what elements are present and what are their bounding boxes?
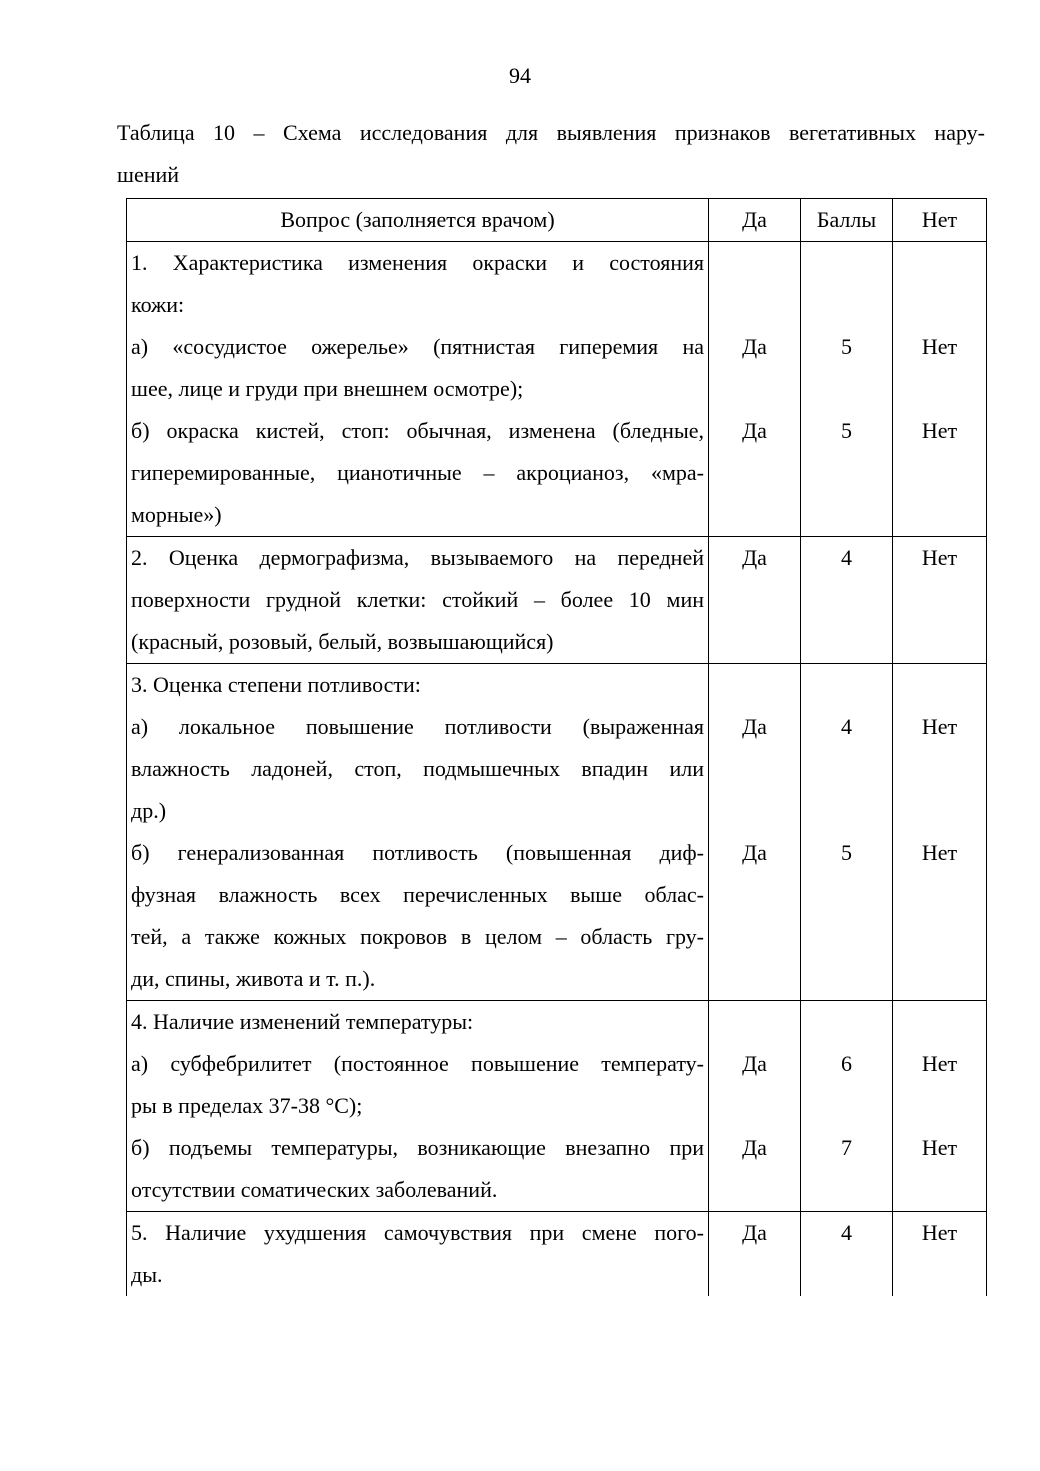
empty-line <box>893 1085 986 1127</box>
empty-line <box>893 916 986 958</box>
points-value: 4 <box>841 1220 852 1245</box>
empty-line <box>709 621 800 663</box>
question-line: а) «сосудистое ожерелье» (пятнистая гиперемия на <box>131 334 704 359</box>
question-line: а) субфебрилитет (постоянное повышение температу- <box>131 1051 704 1076</box>
question-cell <box>127 664 709 1001</box>
empty-line <box>709 1085 800 1127</box>
no-value: Нет <box>921 1051 958 1076</box>
points-cell <box>801 1001 893 1212</box>
empty-line <box>709 1254 800 1296</box>
yes-value: Да <box>742 1135 767 1160</box>
table-header-row <box>127 199 987 242</box>
empty-line <box>801 1254 892 1296</box>
empty-line <box>801 958 892 1000</box>
no-cell <box>893 1212 987 1297</box>
table-caption <box>117 112 985 196</box>
empty-line <box>893 790 986 832</box>
empty-line <box>801 1169 892 1211</box>
points-cell <box>801 242 893 537</box>
vegetative-disorders-table <box>126 198 987 1296</box>
table-body <box>127 242 987 1297</box>
page-number: 94 <box>509 63 531 88</box>
empty-line <box>893 1254 986 1296</box>
question-cell <box>127 1001 709 1212</box>
question-line: шее, лице и груди при внешнем осмотре); <box>131 376 524 401</box>
no-value: Нет <box>921 1220 958 1245</box>
question-line: б) генерализованная потливость (повышенная диф- <box>131 840 704 865</box>
points-value: 5 <box>841 840 852 865</box>
points-value: 6 <box>841 1051 852 1076</box>
question-line: 5. Наличие ухудшения самочувствия при смене пого- <box>131 1220 704 1245</box>
no-value: Нет <box>921 545 958 570</box>
question-cell <box>127 242 709 537</box>
empty-line <box>801 916 892 958</box>
yes-value: Да <box>742 1220 767 1245</box>
points-value: 7 <box>841 1135 852 1160</box>
question-line: 1. Характеристика изменения окраски и состояния <box>131 250 704 275</box>
empty-line <box>893 284 986 326</box>
yes-value: Да <box>742 418 767 443</box>
question-line: б) подъемы температуры, возникающие внезапно при <box>131 1135 704 1160</box>
header-yes: Да <box>709 199 801 242</box>
question-line: поверхности грудной клетки: стойкий – более 10 мин <box>131 587 704 612</box>
points-value: 4 <box>841 545 852 570</box>
question-line: а) локальное повышение потливости (выраженная <box>131 714 704 739</box>
table-row <box>127 664 987 1001</box>
yes-value: Да <box>742 545 767 570</box>
points-value: 5 <box>841 418 852 443</box>
no-cell <box>893 664 987 1001</box>
points-cell <box>801 664 893 1001</box>
question-line: ры в пределах 37-38 °С); <box>131 1093 363 1118</box>
question-line: 2. Оценка дермографизма, вызываемого на передней <box>131 545 704 570</box>
points-value: 5 <box>841 334 852 359</box>
empty-line <box>709 579 800 621</box>
empty-line <box>709 748 800 790</box>
yes-value: Да <box>742 334 767 359</box>
question-line: морные») <box>131 502 222 527</box>
empty-line <box>709 1001 800 1043</box>
yes-cell <box>709 1001 801 1212</box>
no-value: Нет <box>921 714 958 739</box>
empty-line <box>801 748 892 790</box>
yes-cell <box>709 537 801 664</box>
empty-line <box>893 1001 986 1043</box>
question-line: тей, а также кожных покровов в целом – область гру- <box>131 924 704 949</box>
header-question: Вопрос (заполняется врачом) <box>127 199 709 242</box>
table-row <box>127 1001 987 1212</box>
empty-line <box>801 452 892 494</box>
empty-line <box>709 1169 800 1211</box>
empty-line <box>709 664 800 706</box>
no-value: Нет <box>921 840 958 865</box>
empty-line <box>801 1001 892 1043</box>
empty-line <box>893 368 986 410</box>
empty-line <box>709 452 800 494</box>
yes-value: Да <box>742 1051 767 1076</box>
header-no: Нет <box>893 199 987 242</box>
empty-line <box>709 874 800 916</box>
no-cell <box>893 537 987 664</box>
empty-line <box>801 242 892 284</box>
header-points: Баллы <box>801 199 893 242</box>
no-cell <box>893 242 987 537</box>
table-row <box>127 1212 987 1297</box>
caption-line-2: шений <box>117 162 180 187</box>
table-row <box>127 537 987 664</box>
empty-line <box>893 748 986 790</box>
question-line: (красный, розовый, белый, возвышающийся) <box>131 629 554 654</box>
empty-line <box>709 368 800 410</box>
question-line: 3. Оценка степени потливости: <box>131 672 421 697</box>
yes-cell <box>709 242 801 537</box>
no-cell <box>893 1001 987 1212</box>
table-row <box>127 242 987 537</box>
question-line: фузная влажность всех перечисленных выше облас- <box>131 882 704 907</box>
empty-line <box>893 664 986 706</box>
empty-line <box>801 284 892 326</box>
question-line: влажность ладоней, стоп, подмышечных впадин или <box>131 756 704 781</box>
empty-line <box>893 452 986 494</box>
question-line: ди, спины, живота и т. п.). <box>131 966 376 991</box>
empty-line <box>801 664 892 706</box>
question-line: др.) <box>131 798 167 823</box>
no-value: Нет <box>921 418 958 443</box>
points-cell <box>801 537 893 664</box>
empty-line <box>893 958 986 1000</box>
empty-line <box>893 621 986 663</box>
question-line: 4. Наличие изменений температуры: <box>131 1009 474 1034</box>
empty-line <box>709 284 800 326</box>
question-line: ды. <box>131 1262 163 1287</box>
empty-line <box>893 494 986 536</box>
empty-line <box>801 621 892 663</box>
empty-line <box>893 874 986 916</box>
yes-value: Да <box>742 840 767 865</box>
yes-cell <box>709 664 801 1001</box>
question-line: кожи: <box>131 292 185 317</box>
caption-line-1: Таблица 10 – Схема исследования для выявления признаков вегетативных нару- <box>117 120 985 145</box>
empty-line <box>801 790 892 832</box>
empty-line <box>709 916 800 958</box>
empty-line <box>893 242 986 284</box>
question-line: б) окраска кистей, стоп: обычная, изменена (бледные, <box>131 418 704 443</box>
points-value: 4 <box>841 714 852 739</box>
question-line: гиперемированные, цианотичные – акроцианоз, «мра- <box>131 460 704 485</box>
points-cell <box>801 1212 893 1297</box>
empty-line <box>801 368 892 410</box>
question-cell <box>127 1212 709 1297</box>
empty-line <box>801 579 892 621</box>
yes-cell <box>709 1212 801 1297</box>
yes-value: Да <box>742 714 767 739</box>
question-line: отсутствии соматических заболеваний. <box>131 1177 498 1202</box>
empty-line <box>801 874 892 916</box>
empty-line <box>801 1085 892 1127</box>
empty-line <box>709 242 800 284</box>
empty-line <box>801 494 892 536</box>
no-value: Нет <box>921 334 958 359</box>
empty-line <box>709 790 800 832</box>
no-value: Нет <box>921 1135 958 1160</box>
empty-line <box>709 958 800 1000</box>
empty-line <box>893 579 986 621</box>
question-cell <box>127 537 709 664</box>
empty-line <box>709 494 800 536</box>
empty-line <box>893 1169 986 1211</box>
